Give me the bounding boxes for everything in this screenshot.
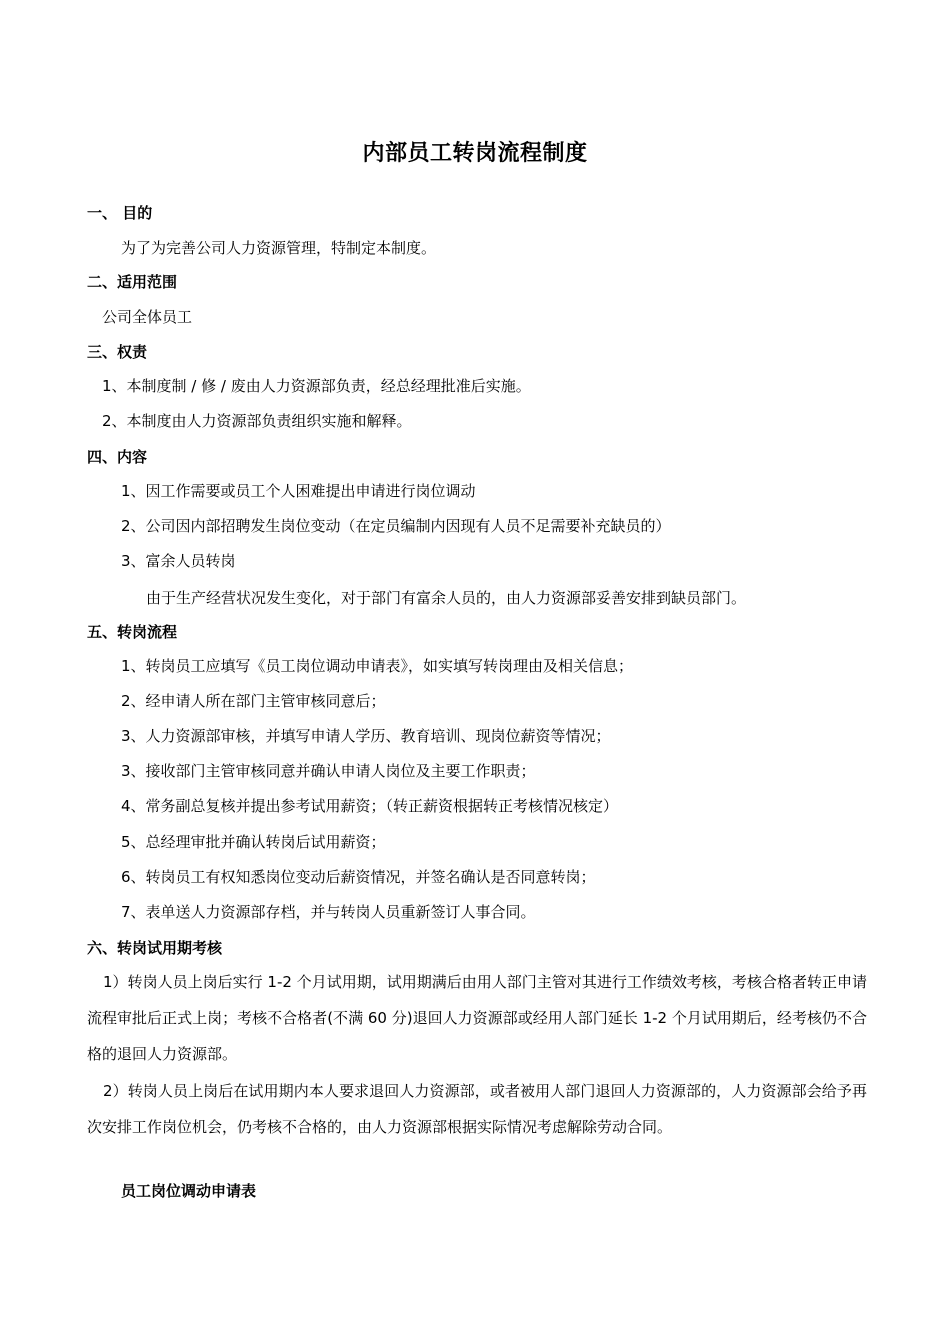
responsibility-item: 1、本制度制 / 修 / 废由人力资源部负责，经总经理批准后实施。 [102,377,531,395]
section-heading-scope: 二、适用范围 [87,273,178,291]
section-heading-content: 四、内容 [87,448,148,466]
content-item: 2、公司因内部招聘发生岗位变动（在定员编制内因现有人员不足需要补充缺员的） [121,517,671,535]
section-heading-responsibility: 三、权责 [87,343,148,361]
responsibility-item: 2、本制度由人力资源部负责组织实施和解释。 [102,412,412,430]
process-step: 4、常务副总复核并提出参考试用薪资；（转正薪资根据转正考核情况核定） [121,797,619,815]
probation-paragraph: 2）转岗人员上岗后在试用期内本人要求退回人力资源部，或者被用人部门退回人力资源部的，人力资源部会给予再次安排工作岗位机会，仍考核不合格的，由人力资源部根据实际情况考虑解除劳动合同。 [87,1082,867,1136]
form-title: 员工岗位调动申请表 [121,1182,257,1200]
section-heading-process: 五、转岗流程 [87,623,178,641]
content-item: 3、富余人员转岗 [121,552,236,570]
process-step: 2、经申请人所在部门主管审核同意后； [121,692,386,710]
content-item: 1、因工作需要或员工个人困难提出申请进行岗位调动 [121,482,476,500]
process-step: 6、转岗员工有权知悉岗位变动后薪资情况，并签名确认是否同意转岗； [121,868,596,886]
scope-text: 公司全体员工 [102,308,193,326]
process-step: 3、人力资源部审核，并填写申请人学历、教育培训、现岗位薪资等情况； [121,727,611,745]
content-item: 由于生产经营状况发生变化，对于部门有富余人员的，由人力资源部妥善安排到缺员部门。 [146,589,747,607]
process-step: 5、总经理审批并确认转岗后试用薪资； [121,833,386,851]
purpose-text: 为了为完善公司人力资源管理，特制定本制度。 [121,239,437,257]
process-step: 7、表单送人力资源部存档，并与转岗人员重新签订人事合同。 [121,903,536,921]
process-step: 3、接收部门主管审核同意并确认申请人岗位及主要工作职责； [121,762,536,780]
page-title: 内部员工转岗流程制度 [362,141,588,166]
section-heading-purpose: 一、 目的 [87,204,153,222]
section-heading-probation: 六、转岗试用期考核 [87,939,223,957]
process-step: 1、转岗员工应填写《员工岗位调动申请表》，如实填写转岗理由及相关信息； [121,657,634,675]
probation-paragraph: 1）转岗人员上岗后实行 1-2 个月试用期，试用期满后由用人部门主管对其进行工作绩效考核，考核合格者转正申请流程审批后正式上岗；考核不合格者(不满 60 分)退回人力资源部或经用人部门延长 1-2 个月试用期后，经考核仍不合格的退回人力资源部。 [87,973,867,1063]
